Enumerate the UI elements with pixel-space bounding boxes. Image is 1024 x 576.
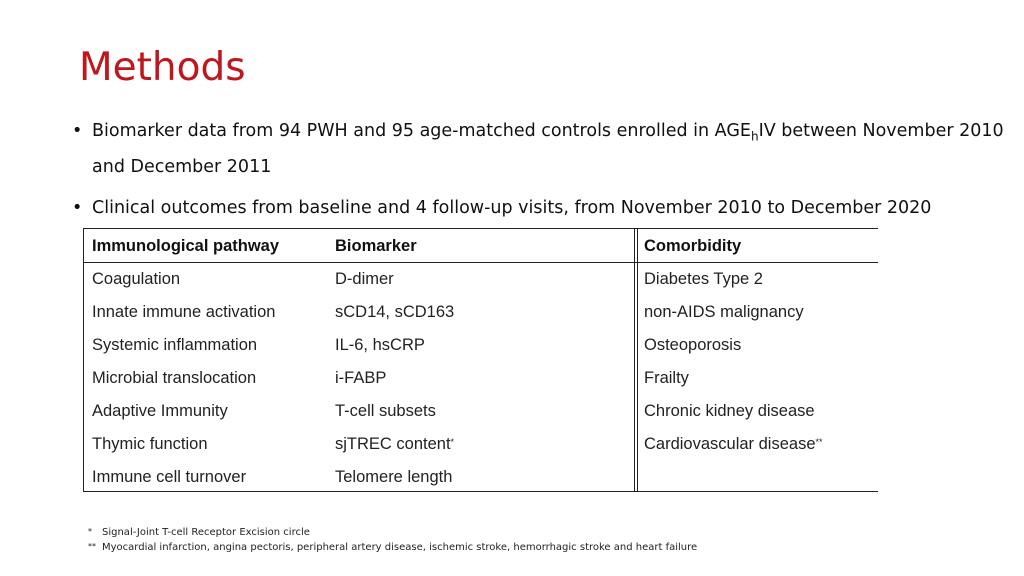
header-comorbidity: Comorbidity [644, 237, 742, 255]
bullet-dot-icon: • [72, 121, 83, 141]
footnote-marker: * [450, 437, 455, 447]
cell-pathway: Adaptive Immunity [92, 402, 228, 420]
bullet-list [72, 116, 1017, 234]
bullet-dot-icon: • [72, 197, 83, 218]
cell-biomarker: IL-6, hsCRP [335, 336, 425, 354]
cell-biomarker: sCD14, sCD163 [335, 303, 455, 321]
cell-pathway: Microbial translocation [92, 369, 257, 387]
cell-biomarker [335, 434, 454, 454]
cell-pathway: Immune cell turnover [92, 468, 247, 486]
cell-comorbidity [644, 434, 823, 454]
footnote [88, 542, 697, 553]
cell-comorbidity: Diabetes Type 2 [644, 270, 763, 288]
footnote [88, 527, 310, 538]
bullet-text [92, 116, 1017, 182]
cell-biomarker: T-cell subsets [335, 402, 436, 420]
bullet-subscript: h [750, 129, 759, 144]
methods-table [83, 228, 878, 492]
cell-biomarker: i-FABP [335, 369, 387, 387]
cell-pathway: Coagulation [92, 270, 181, 288]
cell-pathway: Thymic function [92, 435, 208, 453]
bullet-item [72, 193, 1017, 223]
cell-text: Cardiovascular disease [644, 435, 816, 453]
cell-comorbidity: non-AIDS malignancy [644, 303, 804, 321]
bullet-text-part: IV between November 2010 and December 2011 [92, 121, 1004, 177]
header-biomarker: Biomarker [335, 237, 417, 255]
slide-title: Methods [79, 45, 246, 90]
column-divider [634, 229, 635, 491]
column-divider [637, 229, 638, 491]
bullet-text-part: Biomarker data from 94 PWH and 95 age-matched controls enrolled in AGE [92, 121, 751, 141]
cell-comorbidity: Osteoporosis [644, 336, 742, 354]
cell-comorbidity: Chronic kidney disease [644, 402, 815, 420]
footnote-mark: ** [88, 542, 96, 551]
header-pathway: Immunological pathway [92, 237, 280, 255]
cell-biomarker: Telomere length [335, 468, 453, 486]
header-divider [84, 262, 878, 263]
cell-pathway: Innate immune activation [92, 303, 276, 321]
cell-comorbidity: Frailty [644, 369, 689, 387]
footnote-text: Signal-Joint T-cell Receptor Excision circle [102, 527, 310, 538]
footnote-mark: * [88, 527, 92, 536]
cell-text: sjTREC content [335, 435, 451, 453]
footnote-marker: ** [815, 437, 823, 447]
bullet-text: Clinical outcomes from baseline and 4 follow-up visits, from November 2010 to December 2020 [92, 197, 932, 218]
cell-pathway: Systemic inflammation [92, 336, 258, 354]
bullet-item [72, 116, 1017, 182]
footnote-text: Myocardial infarction, angina pectoris, peripheral artery disease, ischemic stroke, hemorrhagic stroke and heart failure [102, 542, 698, 553]
cell-biomarker: D-dimer [335, 270, 394, 288]
